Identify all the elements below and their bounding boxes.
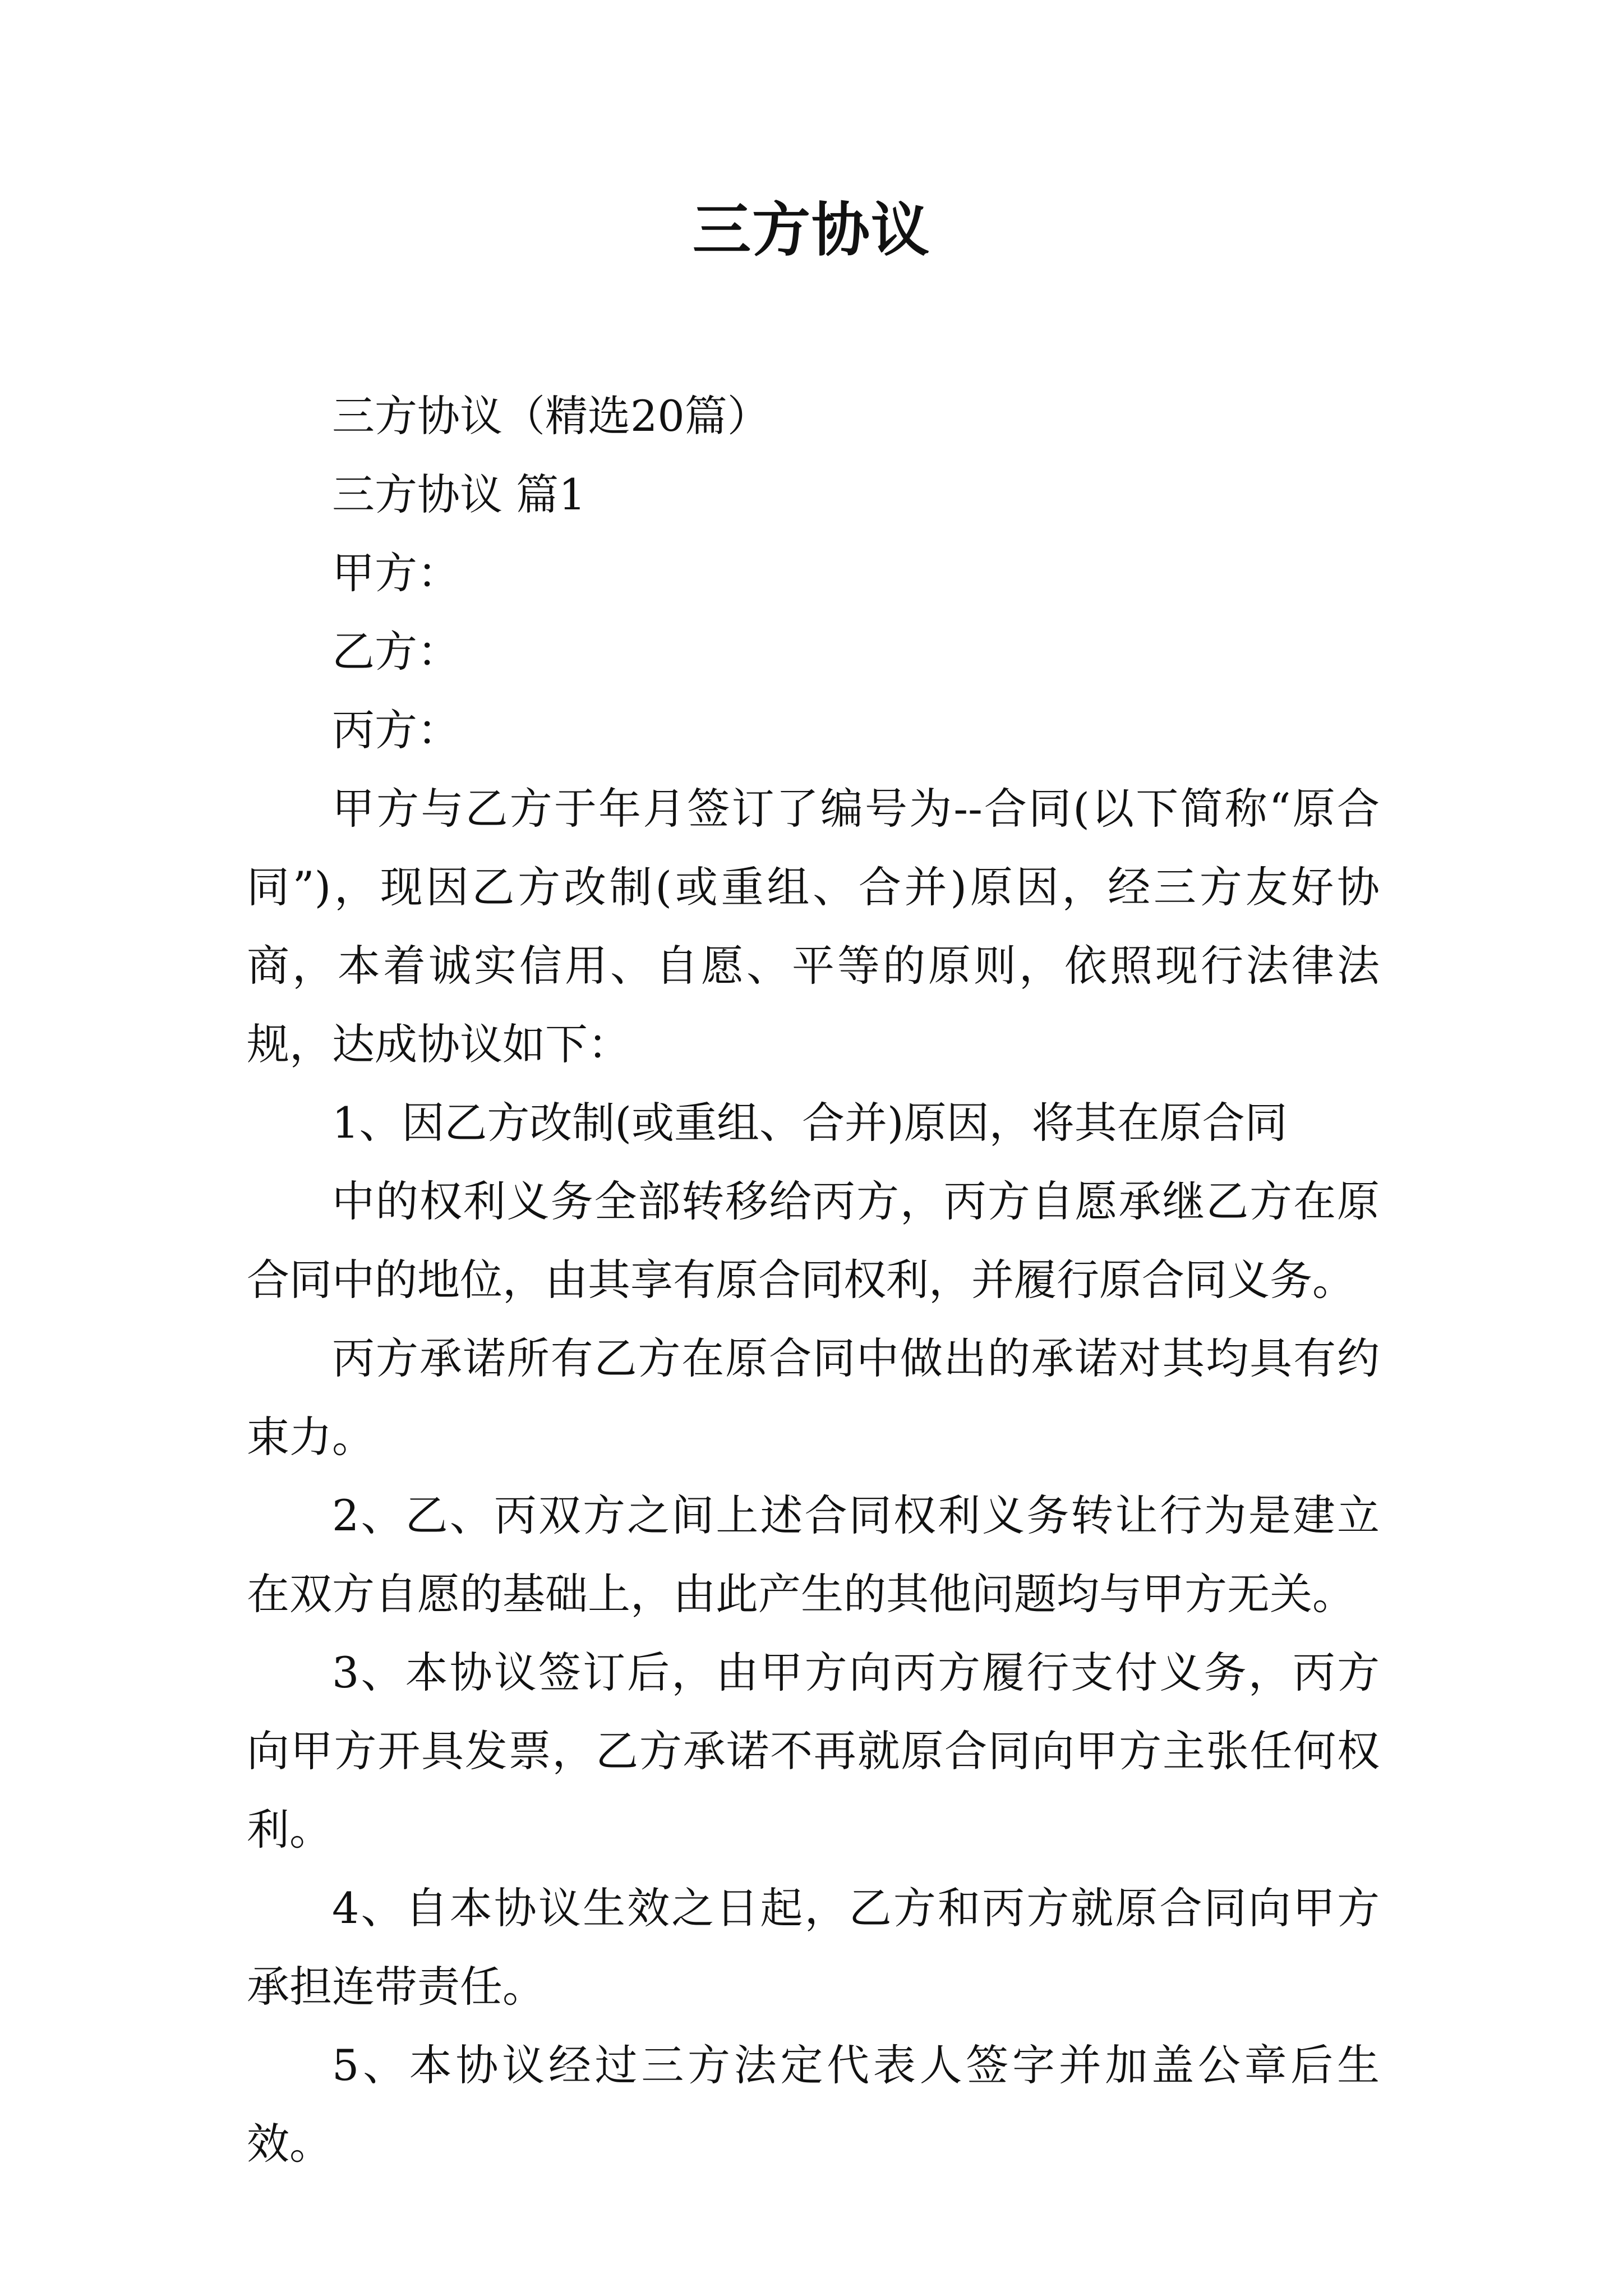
paragraph-section-heading: 三方协议 篇1 (332, 470, 586, 519)
paragraph-clause-1-continued: 中的权利义务全部转移给丙方，丙方自愿承继乙方在原合同中的地位，由其享有原合同权利，并履行原合同义务。 (247, 1176, 1380, 1305)
paragraph-clause-2: 2、乙、丙双方之间上述合同权利义务转让行为是建立在双方自愿的基础上，由此产生的其他问题均与甲方无关。 (247, 1490, 1380, 1619)
paragraph-party-a: 甲方： (332, 548, 460, 598)
paragraph-party-b: 乙方： (332, 627, 460, 677)
document-title: 三方协议 (692, 195, 930, 264)
paragraph-subtitle: 三方协议（精选20篇） (332, 391, 770, 441)
paragraph-clause-4: 4、自本协议生效之日起，乙方和丙方就原合同向甲方承担连带责任。 (247, 1883, 1380, 2012)
paragraph-clause-5: 5、本协议经过三方法定代表人签字并加盖公章后生效。 (247, 2040, 1380, 2169)
document-body (247, 377, 1380, 2183)
paragraph-clause-3: 3、本协议签订后，由甲方向丙方履行支付义务，丙方向甲方开具发票，乙方承诺不再就原合同向甲方主张任何权利。 (247, 1648, 1380, 1855)
paragraph-clause-1: 1、因乙方改制(或重组、合并)原因，将其在原合同 (332, 1098, 1288, 1148)
paragraph-clause-1-commitment: 丙方承诺所有乙方在原合同中做出的承诺对其均具有约束力。 (247, 1333, 1380, 1462)
paragraph-party-c: 丙方： (332, 705, 460, 755)
paragraph-preamble: 甲方与乙方于年月签订了编号为--合同(以下简称“原合同”)，现因乙方改制(或重组、合并)原因，经三方友好协商，本着诚实信用、自愿、平等的原则，依照现行法律法规，达成协议如下： (247, 784, 1380, 1069)
